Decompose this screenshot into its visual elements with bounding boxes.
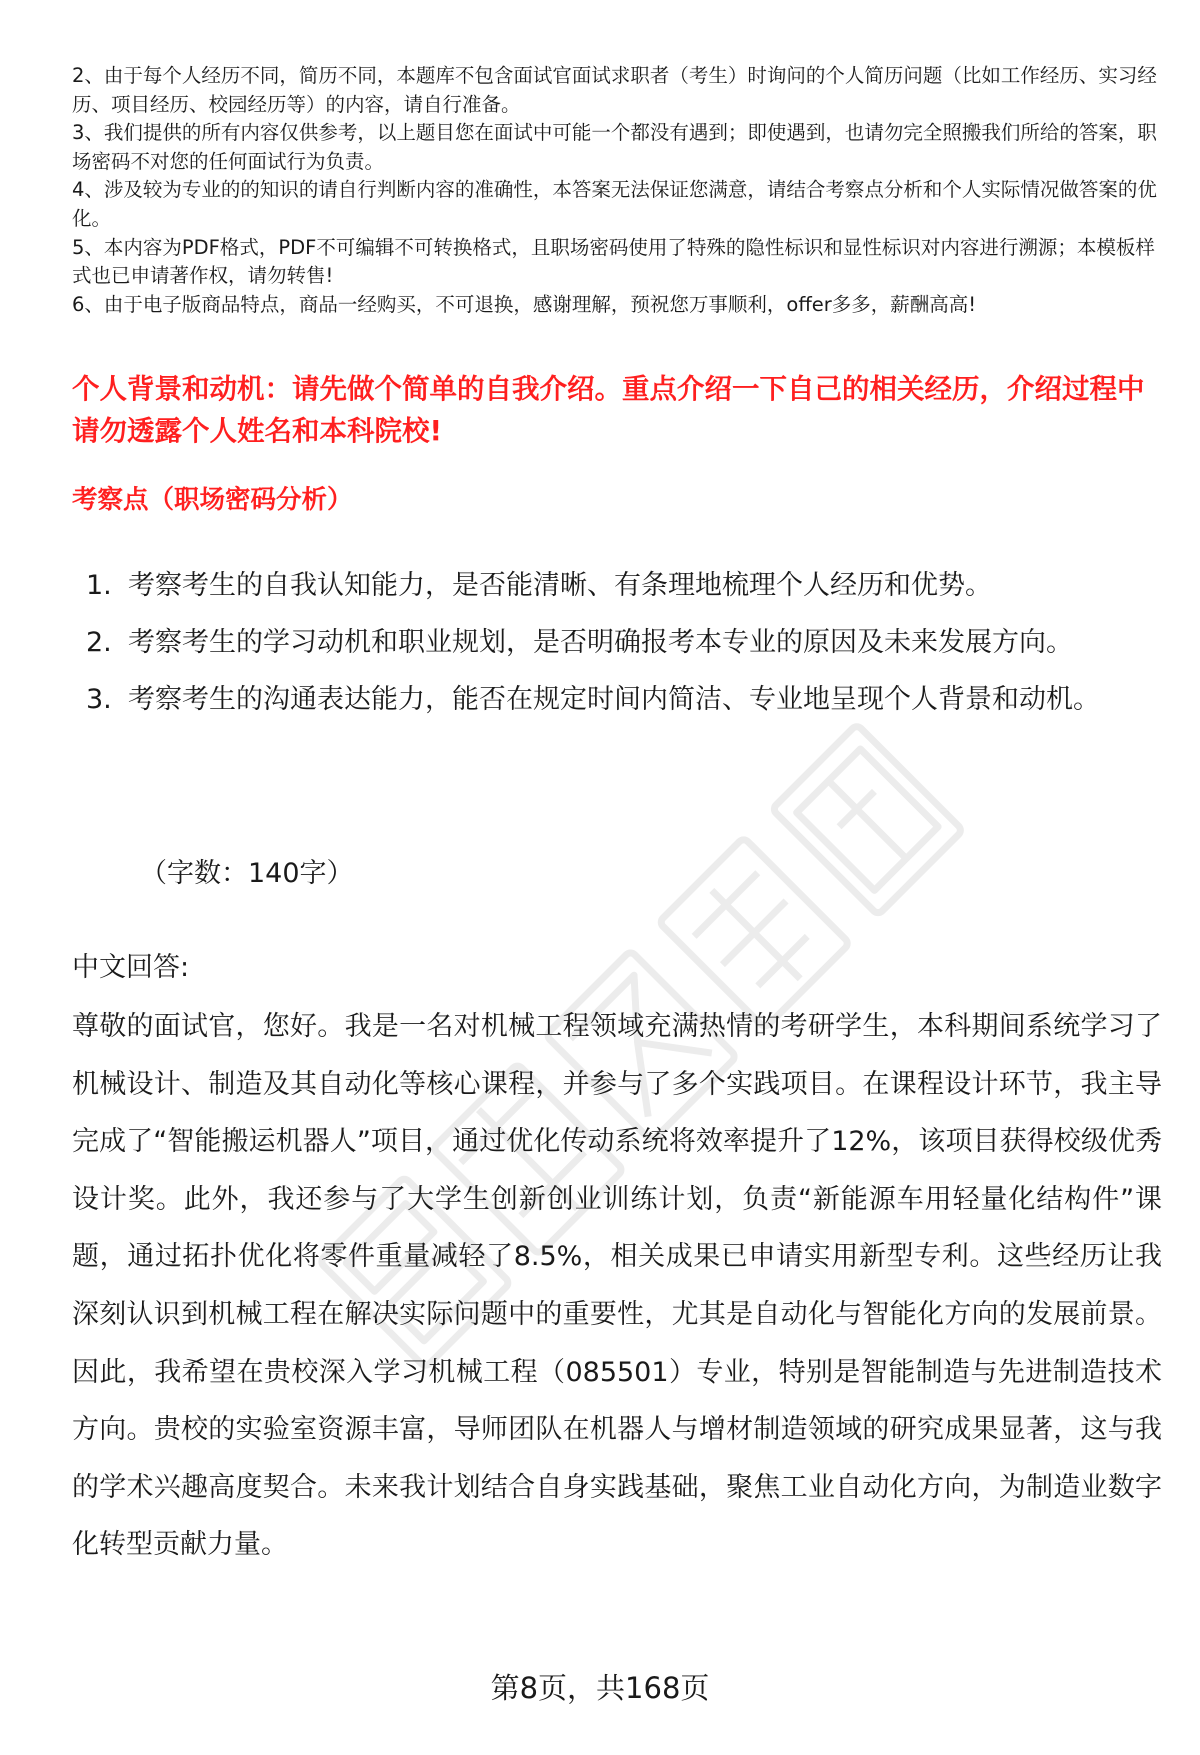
analysis-points-list <box>86 557 1166 728</box>
point-text: 考察考生的自我认知能力，是否能清晰、有条理地梳理个人经历和优势。 <box>128 570 992 601</box>
notice-item: 2、由于每个人经历不同，简历不同，本题库不包含面试官面试求职者（考生）时询问的个人简历问题（比如工作经历、实习经历、项目经历、校园经历等）的内容，请自行准备。 <box>72 64 1157 116</box>
answer-label: 中文回答: <box>72 952 190 983</box>
notice-item: 6、由于电子版商品特点，商品一经购买，不可退换，感谢理解，预祝您万事顺利，offer多多，薪酬高高! <box>72 292 977 316</box>
word-count: （字数：140字） <box>140 858 354 889</box>
question-heading: 个人背景和动机：请先做个简单的自我介绍。重点介绍一下自己的相关经历，介绍过程中请勿透露个人姓名和本科院校! <box>72 373 1145 447</box>
point-text: 考察考生的学习动机和职业规划，是否明确报考本专业的原因及未来发展方向。 <box>128 627 1073 658</box>
point-number: 3. <box>86 684 112 715</box>
analysis-point <box>86 557 1166 614</box>
answer-text: 尊敬的面试官，您好。我是一名对机械工程领域充满热情的考研学生，本科期间系统学习了机械设计、制造及其自动化等核心课程，并参与了多个实践项目。在课程设计环节，我主导完成了“智能搬运机器人”项目，通过优化传动系统将效率提升了12%，该项目获得校级优秀设计奖。此外，我还参与了大学生创新创业训练计划，负责“新能源车用轻量化结构件”课题，通过拓扑优化将零件重量减轻了8.5%，相关成果已申请实用新型专利。这些经历让我深刻认识到机械工程在解决实际问题中的重要性，尤其是自动化与智能化方向的发展前景。因此，我希望在贵校深入学习机械工程（085501）专业，特别是智能制造与先进制造技术方向。贵校的实验室资源丰富，导师团队在机器人与增材制造领域的研究成果显著，这与我的学术兴趣高度契合。未来我计划结合自身实践基础，聚焦工业自动化方向，为制造业数字化转型贡献力量。 <box>72 1011 1162 1561</box>
notice-item: 4、涉及较为专业的的知识的请自行判断内容的准确性，本答案无法保证您满意，请结合考察点分析和个人实际情况做答案的优化。 <box>72 178 1157 230</box>
notice-item: 5、本内容为PDF格式，PDF不可编辑不可转换格式，且职场密码使用了特殊的隐性标识和显性标识对内容进行溯源；本模板样式也已申请著作权，请勿转售! <box>72 235 1155 288</box>
notice-item: 3、我们提供的所有内容仅供参考，以上题目您在面试中可能一个都没有遇到；即使遇到，也请勿完全照搬我们所给的答案，职场密码不对您的任何面试行为负责。 <box>72 121 1157 173</box>
point-number: 1. <box>86 570 112 601</box>
analysis-point <box>86 671 1166 728</box>
point-number: 2. <box>86 627 112 658</box>
notice-list <box>72 62 1162 319</box>
analysis-title: 考察点（职场密码分析） <box>72 485 353 515</box>
page-number: 第8页，共168页 <box>490 1671 710 1705</box>
analysis-point <box>86 614 1166 671</box>
point-text: 考察考生的沟通表达能力，能否在规定时间内简洁、专业地呈现个人背景和动机。 <box>128 684 1100 715</box>
